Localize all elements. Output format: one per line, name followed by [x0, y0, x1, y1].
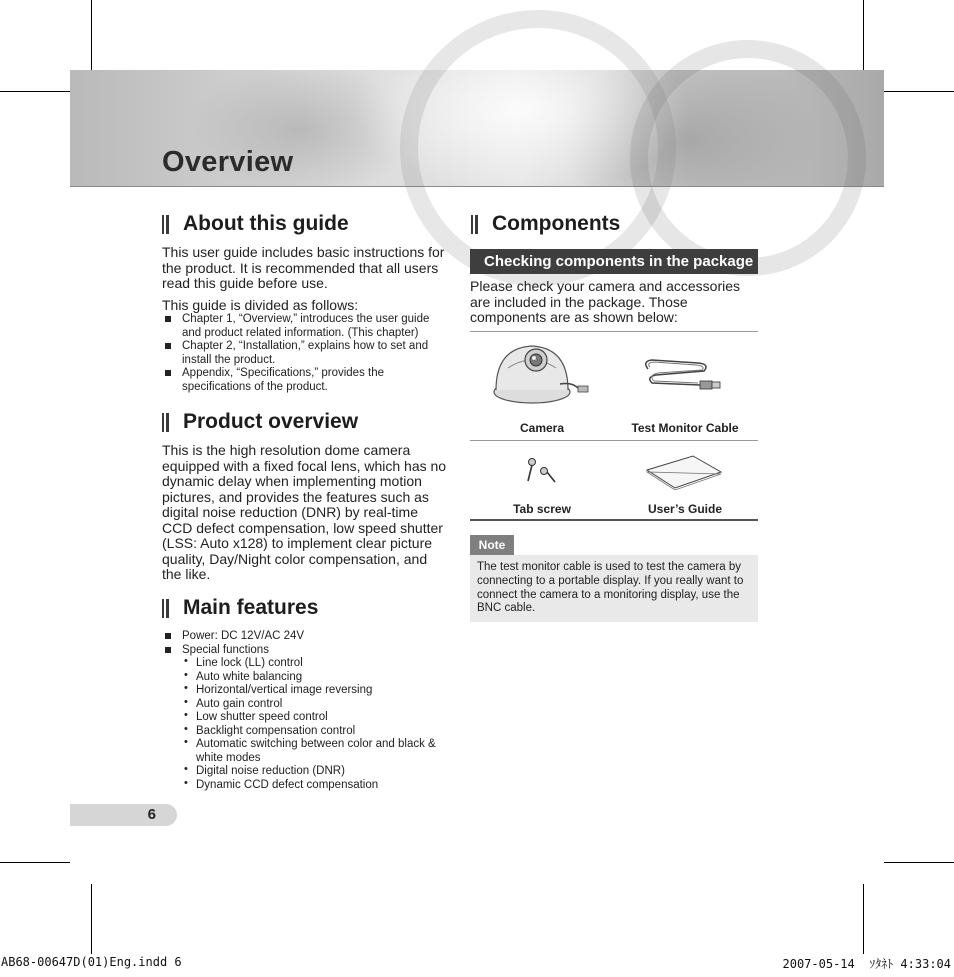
- footer-timestamp: 2007-05-14 ｿﾀﾈﾄ 4:33:04: [782, 957, 951, 971]
- section-heading-about: [162, 212, 349, 236]
- camera-icon: [490, 338, 595, 408]
- heading-bar-icon: [162, 215, 169, 234]
- crop-mark: [0, 91, 70, 92]
- list-item: Chapter 1, “Overview,” introduces the user guide and product related information. (This chapter): [162, 313, 450, 340]
- crop-mark: [863, 0, 864, 70]
- component-caption: Test Monitor Cable: [631, 421, 739, 435]
- crop-mark: [91, 0, 92, 70]
- features-list: [162, 630, 450, 792]
- list-item: • Line lock (LL) control: [184, 655, 303, 669]
- section-heading-features: [162, 596, 318, 620]
- list-item: Chapter 2, “Installation,” explains how to set and install the product.: [162, 340, 450, 367]
- about-divided: This guide is divided as follows:: [162, 297, 359, 313]
- about-intro: This user guide includes basic instructions for the product. It is recommended that all users read this guide before use.: [162, 244, 445, 291]
- crop-mark: [863, 884, 864, 954]
- document-icon: [643, 454, 725, 490]
- note-text: The test monitor cable is used to test the camera by connecting to a portable display. If you really want to connect the camera to a monitoring display, use the BNC cable.: [470, 555, 758, 622]
- list-item: • Horizontal/vertical image reversing: [184, 682, 373, 696]
- section-heading-text: Main features: [183, 596, 319, 619]
- square-bullet-icon: [165, 370, 171, 376]
- heading-bar-icon: [162, 599, 169, 618]
- note-label: Note: [470, 535, 514, 555]
- list-item: • Backlight compensation control: [184, 722, 356, 737]
- screw-icon: [522, 457, 558, 487]
- cable-icon: [638, 355, 728, 395]
- list-item: • Auto white balancing: [184, 668, 303, 683]
- square-bullet-icon: [165, 647, 171, 653]
- crop-mark: [884, 862, 954, 863]
- footer-filename: AB68-00647D(01)Eng.indd 6: [1, 955, 182, 969]
- lens-ring-decoration: [630, 40, 866, 276]
- chapter-list: [162, 313, 450, 394]
- table-divider: [470, 519, 758, 521]
- table-divider: [470, 331, 758, 332]
- section-heading-components: [471, 212, 620, 236]
- list-item: Special functions • Line lock (LL) control • Auto white balancing • Horizontal/vertical image reversing • Auto gain control • Low shutter speed control • Backlight compensation control • Automatic switching between color and black & white modes • Digital noise reduction (DNR) • Dynamic CCD defect compensation: [162, 644, 450, 793]
- section-heading-product: [162, 410, 358, 434]
- section-heading-text: Components: [492, 212, 621, 235]
- components-intro: Please check your camera and accessories are included in the package. Those components are as shown below:: [470, 278, 741, 325]
- component-caption: User’s Guide: [647, 502, 723, 516]
- component-caption: Camera: [519, 421, 565, 435]
- list-item: • Automatic switching between color and black & white modes: [184, 736, 436, 764]
- special-functions-list: [182, 657, 450, 792]
- list-item: Power: DC 12V/AC 24V: [162, 630, 450, 644]
- heading-bar-icon: [162, 413, 169, 432]
- product-description: This is the high resolution dome camera equipped with a fixed focal lens, which has no dynamic delay when implementing motion pictures, and provides the features such as digital noise reduction (DNR) by real-time CCD defect compensation, low speed shutter (LSS: Auto x128) to implement clear picture quality, Day/Night color compensation, and the like.: [162, 442, 447, 582]
- section-heading-text: Product overview: [183, 410, 359, 433]
- section-heading-text: About this guide: [183, 212, 349, 235]
- square-bullet-icon: [165, 343, 171, 349]
- crop-mark: [91, 884, 92, 954]
- list-item: • Digital noise reduction (DNR): [184, 763, 345, 777]
- list-item: Appendix, “Specifications,” provides the specifications of the product.: [162, 367, 450, 394]
- crop-mark: [884, 91, 954, 92]
- header-banner: [70, 70, 884, 187]
- list-item: • Dynamic CCD defect compensation: [184, 776, 379, 791]
- square-bullet-icon: [165, 316, 171, 322]
- page-title: Overview: [162, 146, 294, 178]
- subheading-bar: Checking components in the package: [470, 249, 758, 274]
- crop-mark: [0, 862, 70, 863]
- list-item: • Auto gain control: [184, 695, 283, 710]
- heading-bar-icon: [471, 215, 478, 234]
- page-number: 6: [70, 804, 177, 826]
- table-divider: [470, 440, 758, 441]
- list-item: • Low shutter speed control: [184, 709, 328, 723]
- square-bullet-icon: [165, 633, 171, 639]
- component-caption: Tab screw: [513, 502, 571, 516]
